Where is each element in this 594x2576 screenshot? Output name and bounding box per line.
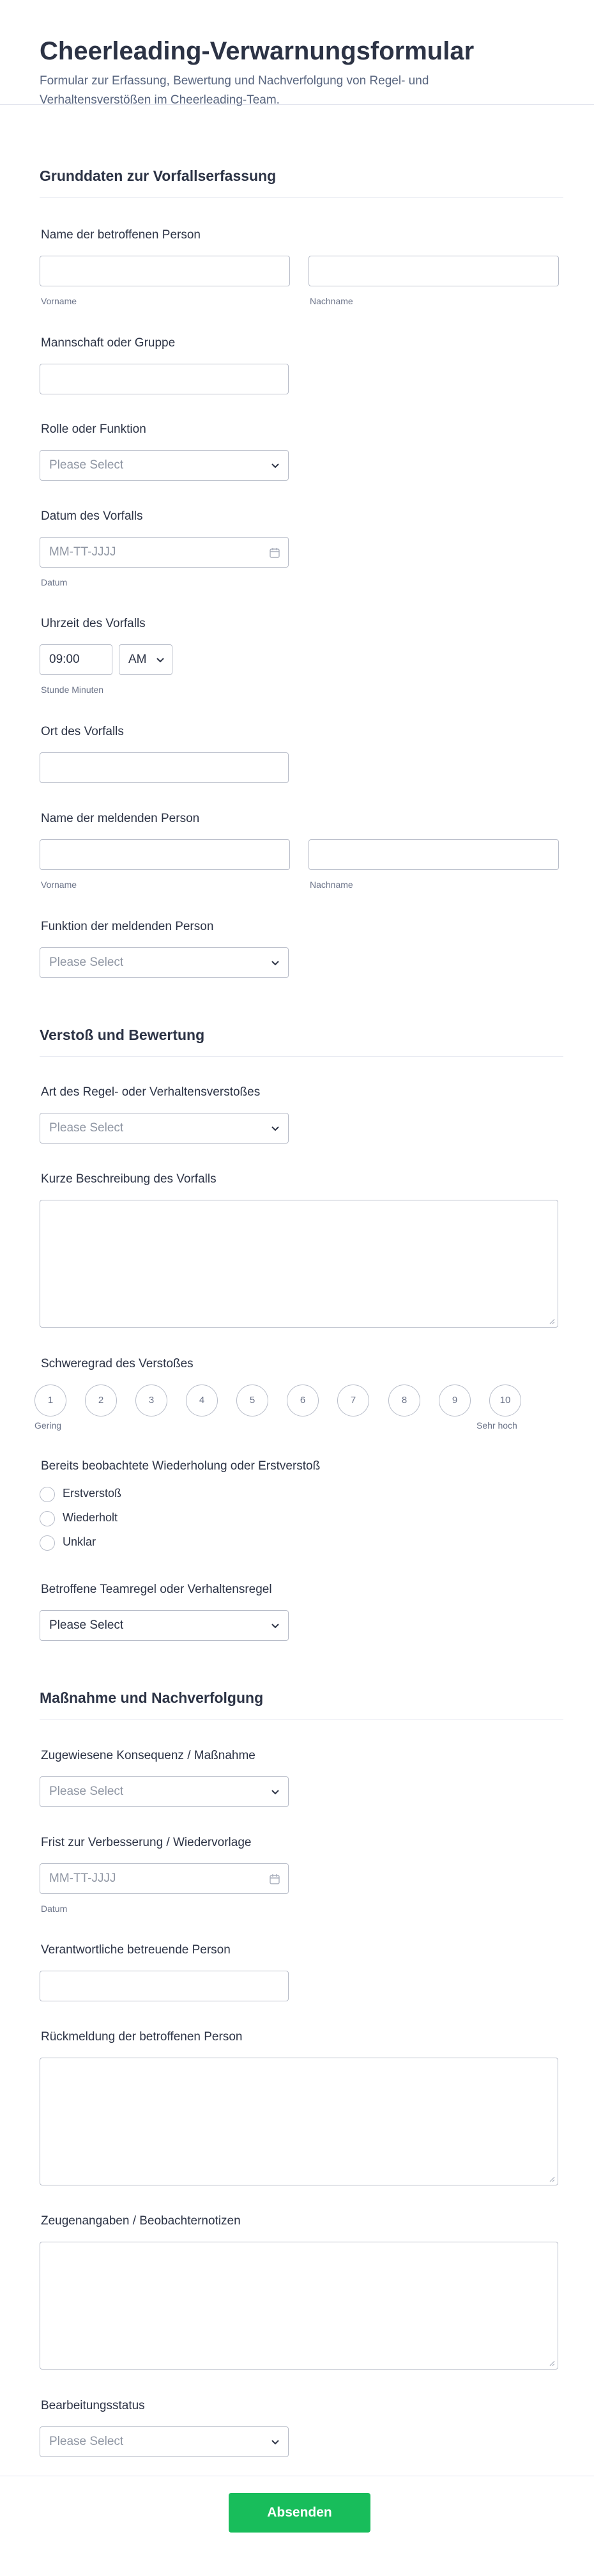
uhrzeit-label: Uhrzeit des Vorfalls [41,617,146,630]
form-title: Cheerleading-Verwarnungsformular [40,37,475,65]
scale-option-6[interactable]: 6 [287,1385,319,1416]
wiederholung-label: Bereits beobachtete Wiederholung oder Erstverstoß [41,1459,321,1473]
frist-sublabel: Datum [41,1904,68,1914]
art-label: Art des Regel- oder Verhaltensverstoßes [41,1085,261,1099]
uhrzeit-input[interactable]: 09:00 [40,644,112,675]
rolle-select[interactable] [40,450,289,481]
betreuer-input[interactable] [40,1971,289,2001]
teamregel-select-value: Please Select [49,1618,124,1632]
melder-name-label: Name der meldenden Person [41,812,200,825]
beschreibung-label: Kurze Beschreibung des Vorfalls [41,1172,217,1186]
frist-label: Frist zur Verbesserung / Wiedervorlage [41,1836,252,1849]
rueckmeldung-textarea[interactable] [40,2058,558,2185]
section-verstoss [40,1027,563,1044]
scale-option-7[interactable]: 7 [337,1385,369,1416]
betreuer-label: Verantwortliche betreuende Person [41,1943,231,1957]
frist-input[interactable] [40,1863,289,1894]
scale-option-1[interactable]: 1 [34,1385,66,1416]
datum-placeholder: MM-TT-JJJJ [49,545,116,559]
radio-circle[interactable] [40,1511,55,1526]
betroffene-name-label: Name der betroffenen Person [41,228,201,242]
melder-nachname-input[interactable] [308,839,559,870]
scale-option-10[interactable]: 10 [489,1385,521,1416]
ampm-value: AM [128,653,147,666]
melder-funktion-select[interactable] [40,947,289,978]
form-header [0,0,594,105]
scale-low-label: Gering [34,1420,62,1431]
zeugen-textarea[interactable] [40,2242,558,2370]
schweregrad-label: Schweregrad des Verstoßes [41,1357,194,1370]
radio-circle[interactable] [40,1487,55,1502]
rueckmeldung-label: Rückmeldung der betroffenen Person [41,2030,243,2044]
calendar-icon[interactable] [269,547,280,559]
scale-option-5[interactable]: 5 [236,1385,268,1416]
section-massnahme [40,1689,563,1707]
melder-funktion-value: Please Select [49,956,124,969]
betroffene-vorname-sublabel: Vorname [41,296,77,306]
scale-option-8[interactable]: 8 [388,1385,420,1416]
radio-label: Unklar [63,1535,96,1548]
betroffene-nachname-sublabel: Nachname [310,296,353,306]
scale-option-2[interactable]: 2 [85,1385,117,1416]
chevron-down-icon [270,1787,280,1797]
zeugen-label: Zeugenangaben / Beobachternotizen [41,2214,241,2228]
konsequenz-label: Zugewiesene Konsequenz / Maßnahme [41,1749,255,1762]
radio-label: Wiederholt [63,1511,118,1524]
form-subtitle: Formular zur Erfassung, Bewertung und Nachverfolgung von Regel- und Verhaltensverstößen im Cheerleading-Team. [40,74,429,107]
chevron-down-icon [270,1123,280,1133]
art-select[interactable] [40,1113,289,1144]
uhrzeit-sublabel: Stunde Minuten [41,685,104,695]
radio-circle[interactable] [40,1535,55,1551]
datum-sublabel: Datum [41,577,68,587]
melder-vorname-input[interactable] [40,839,290,870]
status-label: Bearbeitungsstatus [41,2399,145,2412]
beschreibung-textarea[interactable] [40,1200,558,1328]
teamregel-label: Betroffene Teamregel oder Verhaltensregel [41,1583,272,1596]
calendar-icon[interactable] [269,1874,280,1885]
chevron-down-icon [155,655,165,665]
radio-label: Erstverstoß [63,1487,122,1500]
section-title: Grunddaten zur Vorfallserfassung [40,167,277,184]
betroffene-vorname-input[interactable] [40,256,290,286]
submit-button[interactable]: Absenden [229,2493,370,2533]
section-divider [40,1056,563,1057]
konsequenz-select[interactable] [40,1776,289,1807]
resize-grip-icon[interactable] [547,2175,555,2182]
art-select-value: Please Select [49,1121,124,1135]
resize-grip-icon[interactable] [547,2359,555,2366]
chevron-down-icon [270,460,280,470]
datum-input[interactable] [40,537,289,568]
rolle-label: Rolle oder Funktion [41,423,146,436]
chevron-down-icon [270,1620,280,1631]
status-select[interactable] [40,2426,289,2457]
melder-vorname-sublabel: Vorname [41,880,77,890]
form-footer [0,2476,594,2576]
chevron-down-icon [270,2437,280,2447]
betroffene-nachname-input[interactable] [308,256,559,286]
scale-option-3[interactable]: 3 [135,1385,167,1416]
melder-funktion-label: Funktion der meldenden Person [41,920,214,933]
chevron-down-icon [270,958,280,968]
scale-high-label: Sehr hoch [476,1420,517,1431]
ort-label: Ort des Vorfalls [41,725,124,738]
ampm-select[interactable] [119,644,172,675]
section-title: Verstoß und Bewertung [40,1027,205,1043]
teamregel-select[interactable] [40,1610,289,1641]
scale-option-9[interactable]: 9 [439,1385,471,1416]
datum-label: Datum des Vorfalls [41,509,143,523]
rolle-select-value: Please Select [49,458,124,472]
mannschaft-input[interactable] [40,364,289,394]
status-select-value: Please Select [49,2435,124,2448]
section-divider [40,197,563,198]
resize-grip-icon[interactable] [547,1317,555,1324]
section-title: Maßnahme und Nachverfolgung [40,1689,264,1706]
mannschaft-label: Mannschaft oder Gruppe [41,336,176,350]
konsequenz-select-value: Please Select [49,1785,124,1798]
scale-option-4[interactable]: 4 [186,1385,218,1416]
section-basis [40,167,563,185]
melder-nachname-sublabel: Nachname [310,880,353,890]
ort-input[interactable] [40,752,289,783]
frist-placeholder: MM-TT-JJJJ [49,1872,116,1885]
